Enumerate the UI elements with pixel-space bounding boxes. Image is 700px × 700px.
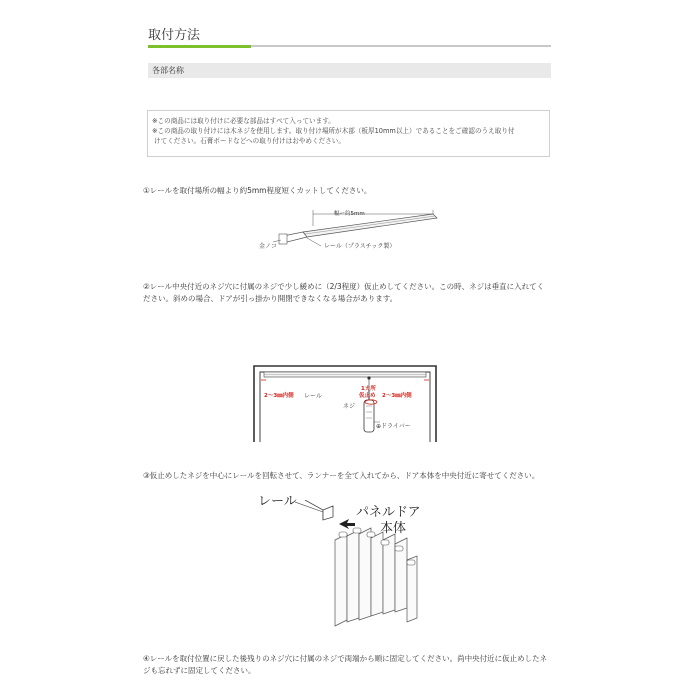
step3-label-door-2: 本体 bbox=[380, 521, 407, 536]
notice-line-2: ※この商品の取り付けには木ネジを使用します。取り付け場所が木部（板厚10mm以上）であることをご確認のうえ取り付 bbox=[152, 127, 515, 135]
step4-line-1: ④レールを取付位置に戻した後残りのネジ穴に付属のネジで両端から順に固定してください。尚中央付近に仮止めしたネ bbox=[143, 654, 548, 663]
step1-label-saw: 金ノコ bbox=[259, 243, 277, 250]
notice-box bbox=[147, 110, 550, 157]
step2-label-one-spot-1: 1カ所 bbox=[361, 386, 376, 392]
notice-line-1: ※この商品には取り付けに必要な部品はすべて入っています。 bbox=[152, 117, 335, 125]
step2-label-left-gap: 2～3㎜内側 bbox=[264, 393, 294, 399]
section-header-label: 各部名称 bbox=[152, 66, 184, 75]
step1-label-width: 幅ー約5mm bbox=[334, 211, 365, 217]
step2-label-one-spot-2: 仮止め bbox=[359, 393, 376, 399]
page-title: 取付方法 bbox=[148, 28, 201, 43]
step2-label-right-gap: 2～3㎜内側 bbox=[382, 393, 412, 399]
step2-line-2: ださい。斜めの場合、ドアが引っ掛かり開閉できなくなる場合があります。 bbox=[143, 294, 398, 303]
step1-label-rail: レール（プラスチック製） bbox=[324, 243, 396, 250]
step2-label-rail: レール bbox=[304, 393, 322, 400]
step1-text: ①レールを取付場所の幅より約5mm程度短くカットしてください。 bbox=[143, 186, 372, 195]
step3-label-rail: レール bbox=[258, 494, 297, 509]
step2-label-screw: ネジ bbox=[343, 403, 356, 410]
section-header-bar bbox=[148, 63, 551, 78]
step4-line-2: ジも忘れずに固定してください。 bbox=[143, 666, 256, 675]
step3-text: ③仮止めしたネジを中心にレールを回転させて、ランナーを全て入れてから、ドア本体を中央付近に寄せてください。 bbox=[143, 471, 540, 480]
step2-line-1: ②レール中央付近のネジ穴に付属のネジで少し緩めに（2/3程度）仮止めしてください。この時、ネジは垂直に入れてく bbox=[143, 282, 545, 291]
notice-line-3: けてください。石膏ボードなどへの取り付けはおやめください。 bbox=[154, 137, 345, 145]
step3-label-door-1: パネルドア bbox=[356, 505, 421, 520]
title-divider-accent bbox=[148, 45, 251, 48]
step2-label-driver: ⊕ドライバー bbox=[376, 423, 411, 430]
